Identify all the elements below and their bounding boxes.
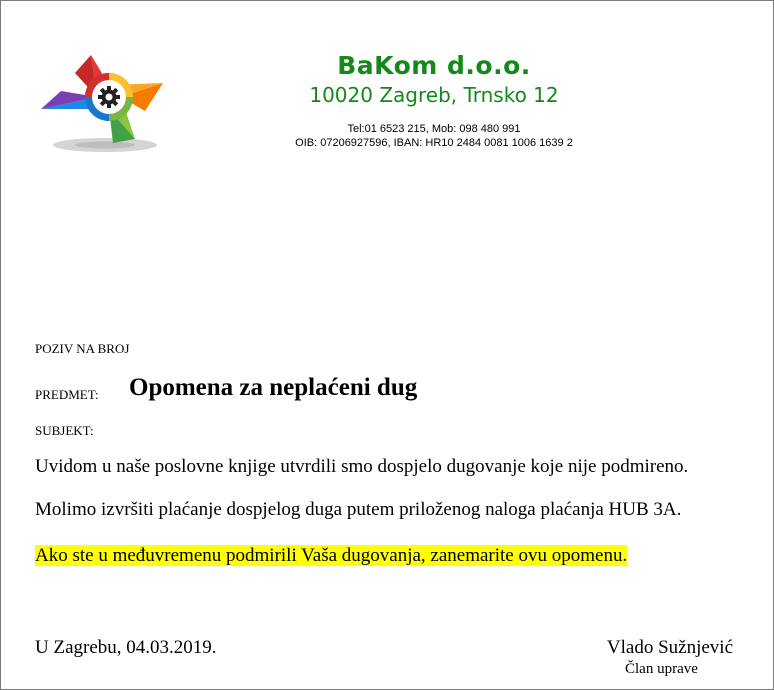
company-address: 10020 Zagreb, Trnsko 12 (309, 83, 559, 107)
signer-name: Vlado Sužnjević (606, 637, 733, 658)
company-logo (35, 47, 165, 157)
body-paragraph: Uvidom u naše poslovne knjige utvrdili smo dospjelo dugovanje koje nije podmireno. (35, 456, 689, 477)
place-date: U Zagrebu, 04.03.2019. (35, 637, 217, 658)
gear-compass-logo-icon (35, 47, 165, 157)
highlighted-note (35, 545, 627, 567)
company-oib-iban-line: OIB: 07206927596, IBAN: HR10 2484 0081 1006 1639 2 (295, 137, 573, 149)
highlighted-note-text: Ako ste u međuvremenu podmirili Vaša dugovanja, zanemarite ovu opomenu. (35, 545, 628, 566)
company-name: BaKom d.o.o. (337, 51, 531, 80)
signer-role: Član uprave (625, 661, 698, 677)
company-contact (271, 122, 597, 150)
company-phone-line: Tel:01 6523 215, Mob: 098 480 991 (347, 123, 521, 135)
subject-title: Opomena za neplaćeni dug (129, 374, 418, 401)
body-paragraph: Molimo izvršiti plaćanje dospjelog duga putem priloženog naloga plaćanja HUB 3A. (35, 499, 682, 520)
reference-label: POZIV NA BROJ (35, 341, 130, 356)
recipient-label: SUBJEKT: (35, 423, 94, 438)
subject-label: PREDMET: (35, 387, 99, 402)
